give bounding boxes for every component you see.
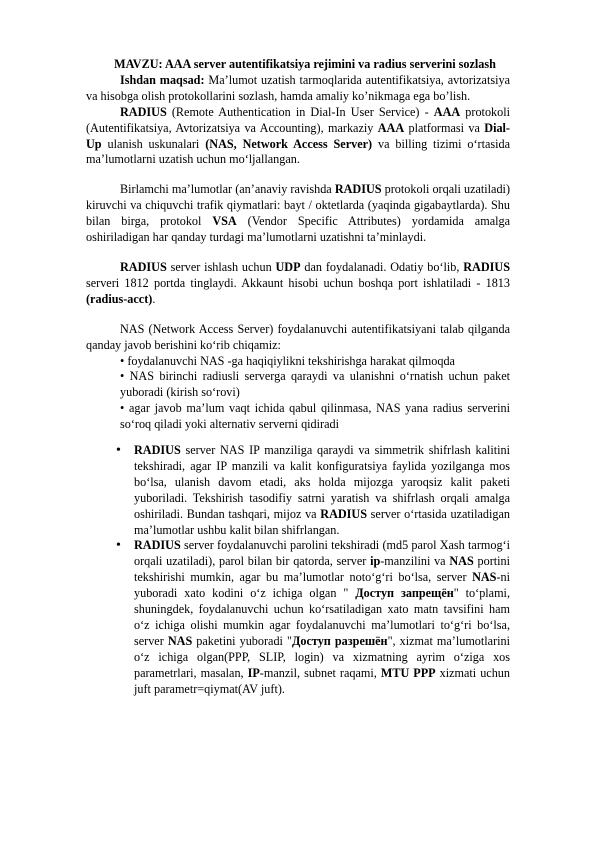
term-radius-acct: (radius-acct) (86, 291, 153, 306)
paragraph-nas-intro: NAS (Network Access Server) foydalanuvchi autentifikatsiyani talab qilganda qanday javob berishini ko‘rib chiqamiz: (86, 321, 510, 352)
sub-list-item: • foydalanuvchi NAS -ga haqiqiylikni tekshirishga harakat qilmoqda (120, 353, 455, 368)
text-span: portini tekshirishi mumkin, agar bu ma’lumotlar noto‘g‘ri bo‘lsa, server (134, 554, 511, 585)
term-nas: NAS (472, 570, 497, 585)
term-aaa: AAA (433, 104, 461, 119)
term-aaa: AAA (377, 120, 405, 135)
text-span: (Remote Authentication in Dial-In User Service) - (166, 104, 434, 119)
text-span: server foydalanuvchi parolini tekshiradi (md5 parol Xash tarmog‘i orqali uzatiladi), parol bilan bir qatorda, server (134, 538, 510, 569)
text-span: " to‘plami, shuningdek, foydalanuvchi uchun ko‘rsatiladigan xato matn tavsifini ham o‘z ichiga olishi mumkin agar foydalanuvchi ma’lumotlari to‘g‘ri bo‘lsa, server (134, 586, 510, 648)
sub-list-item: • agar javob ma’lum vaqt ichida qabul qilinmasa, NAS yana radius serverini so‘roq qiladi yoki alternativ serverni qidiradi (120, 401, 510, 432)
term-radius: RADIUS (463, 259, 510, 274)
term-ip: ip (370, 554, 381, 569)
document-page (86, 57, 510, 698)
text-span: dan foydalanadi. Odatiy bo‘lib, (300, 259, 464, 274)
text-span: server ishlash uchun (166, 259, 276, 274)
term-radius: RADIUS (334, 182, 382, 197)
term-access-granted: Доступ разрешён (292, 633, 388, 648)
text-span: . (152, 291, 156, 306)
bullet-item-2 (86, 538, 510, 697)
text-span: serveri 1812 portda tinglaydi. Akkaunt hisobi uchun boshqa port ishlatiladi - 1813 (86, 275, 510, 290)
term-udp: UDP (275, 259, 301, 274)
page-title: MAVZU: AAA server autentifikatsiya rejimini va radius serverini sozlash (114, 57, 496, 71)
paragraph-radius-definition (86, 105, 510, 169)
objective-label: Ishdan maqsad: (120, 72, 205, 87)
text-span: -manzilini va (380, 554, 450, 569)
text-span: server o‘rtasida uzatiladigan ma’lumotlar ushbu kalit bilan shifrlangan. (134, 506, 510, 537)
paragraph-udp-ports (86, 260, 510, 308)
sub-list-item: • NAS birinchi radiusli serverga qaraydi va ulanishni o‘rnatish uchun paket yuboradi (kirish so‘rovi) (120, 369, 510, 400)
paragraph-primary-data (86, 182, 510, 246)
text-span: xizmati uchun juft parametr=qiymat(AV juft). (134, 665, 510, 696)
text-span: server NAS IP manziliga qaraydi va simmetrik shifrlash kalitini tekshiradi, agar IP manzili va kalit konfiguratsiya faylida yozilganga mos bo‘lsa, ulanish davom etadi, aks holda mijozga yaroqsiz kalit paketi yuboriladi. Tekshirish tasodifiy satrni yaratish va shifrlash orqali amalga oshiriladi. Bundan tashqari, mijoz va (134, 443, 510, 521)
text-span: protokoli (Autentifikatsiya, Avtorizatsiya va Accounting), markaziy (86, 104, 510, 135)
text-span: (Vendor Specific Attributes) yordamida amalga oshiriladigan har qanday turdagi ma’lumotlarni uzatishni ta’minlaydi. (86, 214, 510, 245)
bullet-icon: • (116, 443, 121, 459)
spacer (86, 308, 510, 322)
term-dial-up: Dial-Up (86, 120, 510, 151)
text-span: Birlamchi ma’lumotlar (an’anaviy ravishda (120, 182, 335, 197)
term-radius: RADIUS (134, 538, 181, 553)
text-span: -manzil, subnet raqami, (259, 665, 381, 680)
spacer (86, 246, 510, 260)
bullet-item-1 (86, 443, 510, 538)
term-vsa: VSA (212, 214, 237, 229)
text-span: paketini yuboradi " (192, 633, 292, 648)
objective-text: Ma’lumot uzatish tarmoqlarida autentifikatsiya, avtorizatsiya va hisobga olish protokollarini sozlash, hamda amaliy ko’nikmaga ega bo’lish. (86, 72, 510, 103)
text-span: ", xizmat ma’lumotlarini o‘z ichiga olgan(PPP, SLIP, login) va xizmatning ayrim o‘ziga xos parametrlari, masalan, (134, 633, 511, 680)
term-mtu-ppp: MTU PPP (380, 665, 436, 680)
term-radius: RADIUS (120, 259, 167, 274)
term-nas: NAS (167, 633, 193, 648)
term-nas: NAS (449, 554, 474, 569)
spacer (86, 168, 510, 182)
term-radius: RADIUS (120, 104, 167, 119)
bullet-icon: • (116, 538, 121, 554)
text-span: protokoli orqali uzatiladi) kiruvchi va chiquvchi trafik qiymatlari: bayt / oktetlarda (yaqinda gigabaytlarda). Shu bilan birga, protokol (86, 182, 510, 229)
term-radius: RADIUS (134, 443, 181, 458)
text-span: platformasi va (404, 120, 485, 135)
text-span: va billing tizimi o‘rtasida ma’lumotlarni uzatish uchun mo‘ljallangan. (86, 136, 511, 167)
text-span: -ni yuboradi xato kodini o‘z ichiga olgan " (134, 570, 510, 601)
text-span: ulanish uskunalari (101, 136, 206, 151)
term-radius: RADIUS (320, 506, 367, 521)
term-ip: IP (247, 665, 260, 680)
term-access-denied: Доступ запрещён (355, 586, 454, 601)
bullet-list (86, 443, 510, 698)
term-nas: (NAS, Network Access Server) (205, 136, 373, 151)
paragraph-objective (86, 73, 510, 105)
